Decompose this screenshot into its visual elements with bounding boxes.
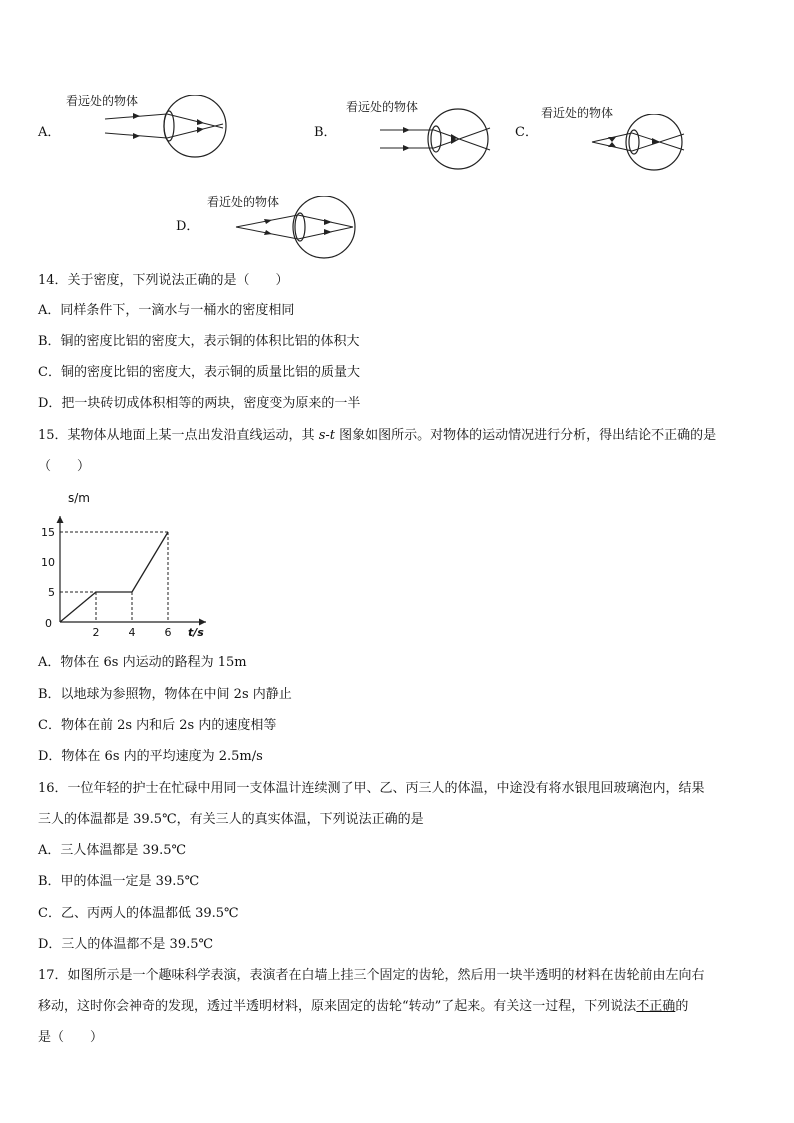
q15-option-b: B．以地球为参照物，物体在中间 2s 内静止 [38, 687, 292, 702]
y-tick-label: 10 [41, 556, 55, 569]
option-d-letter: D． [176, 219, 200, 234]
y-tick-label: 5 [48, 586, 55, 599]
q15-option-a: A．物体在 6s 内运动的路程为 15m [38, 655, 247, 670]
q17-stem-line3: 是（ ） [38, 1030, 104, 1045]
eye-diagram-a [100, 95, 230, 160]
q16-stem-line1: 16．一位年轻的护士在忙碌中用同一支体温计连续测了甲、乙、丙三人的体温，中途没有将水银甩回玻璃泡内，结果 [38, 781, 705, 796]
option-a-letter: A． [38, 125, 61, 140]
q16-option-c: C．乙、丙两人的体温都低 39.5℃ [38, 906, 239, 921]
q14-option-c: C．铜的密度比铝的密度大，表示铜的质量比铝的质量大 [38, 365, 360, 380]
q16-stem-line2: 三人的体温都是 39.5℃，有关三人的真实体温，下列说法正确的是 [38, 812, 424, 827]
option-b-caption: 看远处的物体 [346, 100, 419, 114]
q14-option-b: B．铜的密度比铝的密度大，表示铜的体积比铝的体积大 [38, 334, 360, 349]
q16-option-a: A．三人体温都是 39.5℃ [38, 843, 187, 858]
y-axis-label: s/m [68, 491, 90, 505]
eye-diagram-c [590, 114, 690, 172]
q17-stem-line2: 移动，这时你会神奇的发现，透过半透明材料，原来固定的齿轮“转动”了起来。有关这一过程，下列说法不正确的 [38, 999, 689, 1014]
q17-underlined-word: 不正确 [636, 999, 676, 1014]
q17-stem-line1: 17．如图所示是一个趣味科学表演，表演者在白墙上挂三个固定的齿轮，然后用一块半透明的材料在齿轮前由左向右 [38, 968, 705, 983]
st-graph [30, 488, 220, 638]
origin-label: 0 [45, 617, 52, 630]
x-tick-label: 2 [92, 626, 100, 638]
q15-option-d: D．物体在 6s 内的平均速度为 2.5m/s [38, 749, 263, 764]
eye-diagram-b [378, 108, 498, 170]
y-tick-label: 15 [41, 526, 55, 539]
option-c-caption: 看近处的物体 [541, 106, 614, 120]
q14-option-a: A．同样条件下，一滴水与一桶水的密度相同 [38, 303, 295, 318]
option-d-caption: 看近处的物体 [207, 195, 280, 209]
option-a-caption: 看远处的物体 [66, 94, 139, 108]
eye-diagram-d [232, 196, 358, 260]
series-segment [132, 532, 168, 592]
x-tick-label: 6 [164, 626, 172, 638]
q15-stem-paren: （ ） [38, 459, 91, 474]
option-c-letter: C． [515, 125, 538, 140]
x-tick-label: 4 [128, 626, 136, 638]
q15-option-c: C．物体在前 2s 内和后 2s 内的速度相等 [38, 718, 277, 733]
q14-stem: 14．关于密度，下列说法正确的是（ ） [38, 273, 289, 288]
option-b-letter: B． [314, 125, 337, 140]
q15-stem: 15．某物体从地面上某一点出发沿直线运动，其 s-t 图象如图所示。对物体的运动情况进行分析，得出结论不正确的是 [38, 428, 717, 443]
x-axis-label: t/s [188, 626, 204, 638]
q16-option-d: D．三人的体温都不是 39.5℃ [38, 937, 214, 952]
q16-option-b: B．甲的体温一定是 39.5℃ [38, 874, 200, 889]
series-segment [60, 592, 96, 622]
q14-option-d: D．把一块砖切成体积相等的两块，密度变为原来的一半 [38, 396, 361, 411]
